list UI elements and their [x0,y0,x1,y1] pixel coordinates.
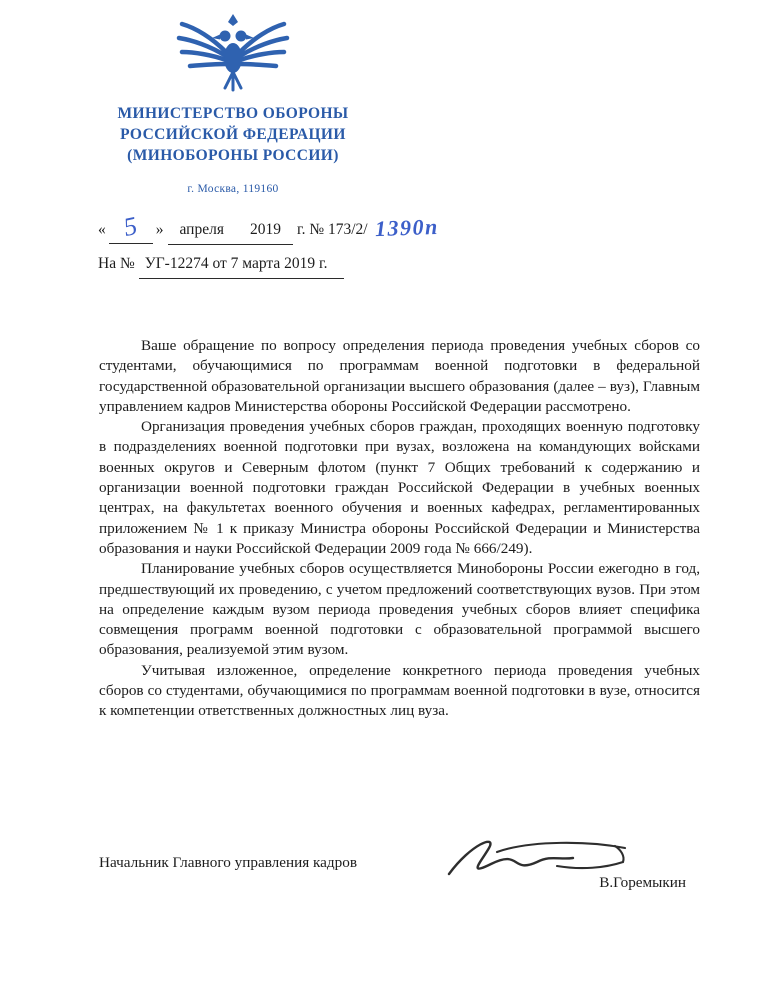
reference-date-line [98,210,688,245]
reference-year: 2019 [249,221,281,238]
outgoing-number-prefix: г. № 173/2/ [296,221,368,238]
ministry-name [78,104,388,166]
letter-paragraph: Ваше обращение по вопросу определения периода проведения учебных сборов со студентами, обучающимися по программам военной подготовки в федеральной государственной образовательной организации высшего образования (далее – вуз), Главным управлением кадров Министерства обороны Российской Федерации рассмотрено. [99,337,700,415]
letter-paragraph: Планирование учебных сборов осуществляется Минобороны России ежегодно в год, предшествующий их проведению, с учетом предложений соответствующих вузов. При этом на определение каждым вузом периода проведения учебных сборов влияет специфика совмещения программ военной подготовки с образовательной программой высшего образования, реализуемой этим вузом. [99,560,700,659]
ministry-name-line2: РОССИЙСКОЙ ФЕДЕРАЦИИ [120,125,346,143]
letterhead [78,8,388,195]
signatory-title: Начальник Главного управления кадров [99,854,358,871]
signatory-name: В.Горемыкин [599,874,686,891]
reply-number: УГ-12274 от 7 марта 2019 г. [144,255,328,272]
letter-paragraph: Учитывая изложенное, определение конкретного периода проведения учебных сборов со студентами, обучающимися по программам военной подготовки в вузе, относится к компетенции ответственных должностных лиц вуза. [99,661,700,720]
reply-number-underline [139,251,344,279]
reference-month: апреля [179,221,224,238]
handwritten-outgoing-number: 1390п [374,213,439,242]
handwritten-day-field [109,210,153,244]
reply-prefix: На № [98,255,135,272]
signature-block [99,848,700,918]
reference-reply-line [98,251,688,279]
ministry-name-line1: МИНИСТЕРСТВО ОБОРОНЫ [117,105,349,122]
letter-body [99,336,700,722]
reference-block [98,210,688,279]
quote-close: » [155,221,164,238]
eagle-emblem-icon [174,8,292,94]
month-year-underline [168,217,293,245]
ministry-name-line3: (МИНОБОРОНЫ РОССИИ) [127,146,339,164]
letter-paragraph: Организация проведения учебных сборов граждан, проходящих военную подготовку в подразделениях военной подготовки при вузах, возложена на командующих войсками военных округов и Северным флотом (пункт 7 Общих требований к содержанию и организации военной подготовки граждан Российской Федерации в учебных военных центрах, на факультетах военного обучения и военных кафедрах, регламентированных приложением № 1 к приказу Министра обороны Российской Федерации и Министерства образования и науки Российской Федерации 2009 года № 666/249). [99,418,700,557]
quote-open: « [98,221,106,238]
ministry-address: г. Москва, 119160 [187,183,279,196]
handwritten-day: 5 [121,210,141,243]
